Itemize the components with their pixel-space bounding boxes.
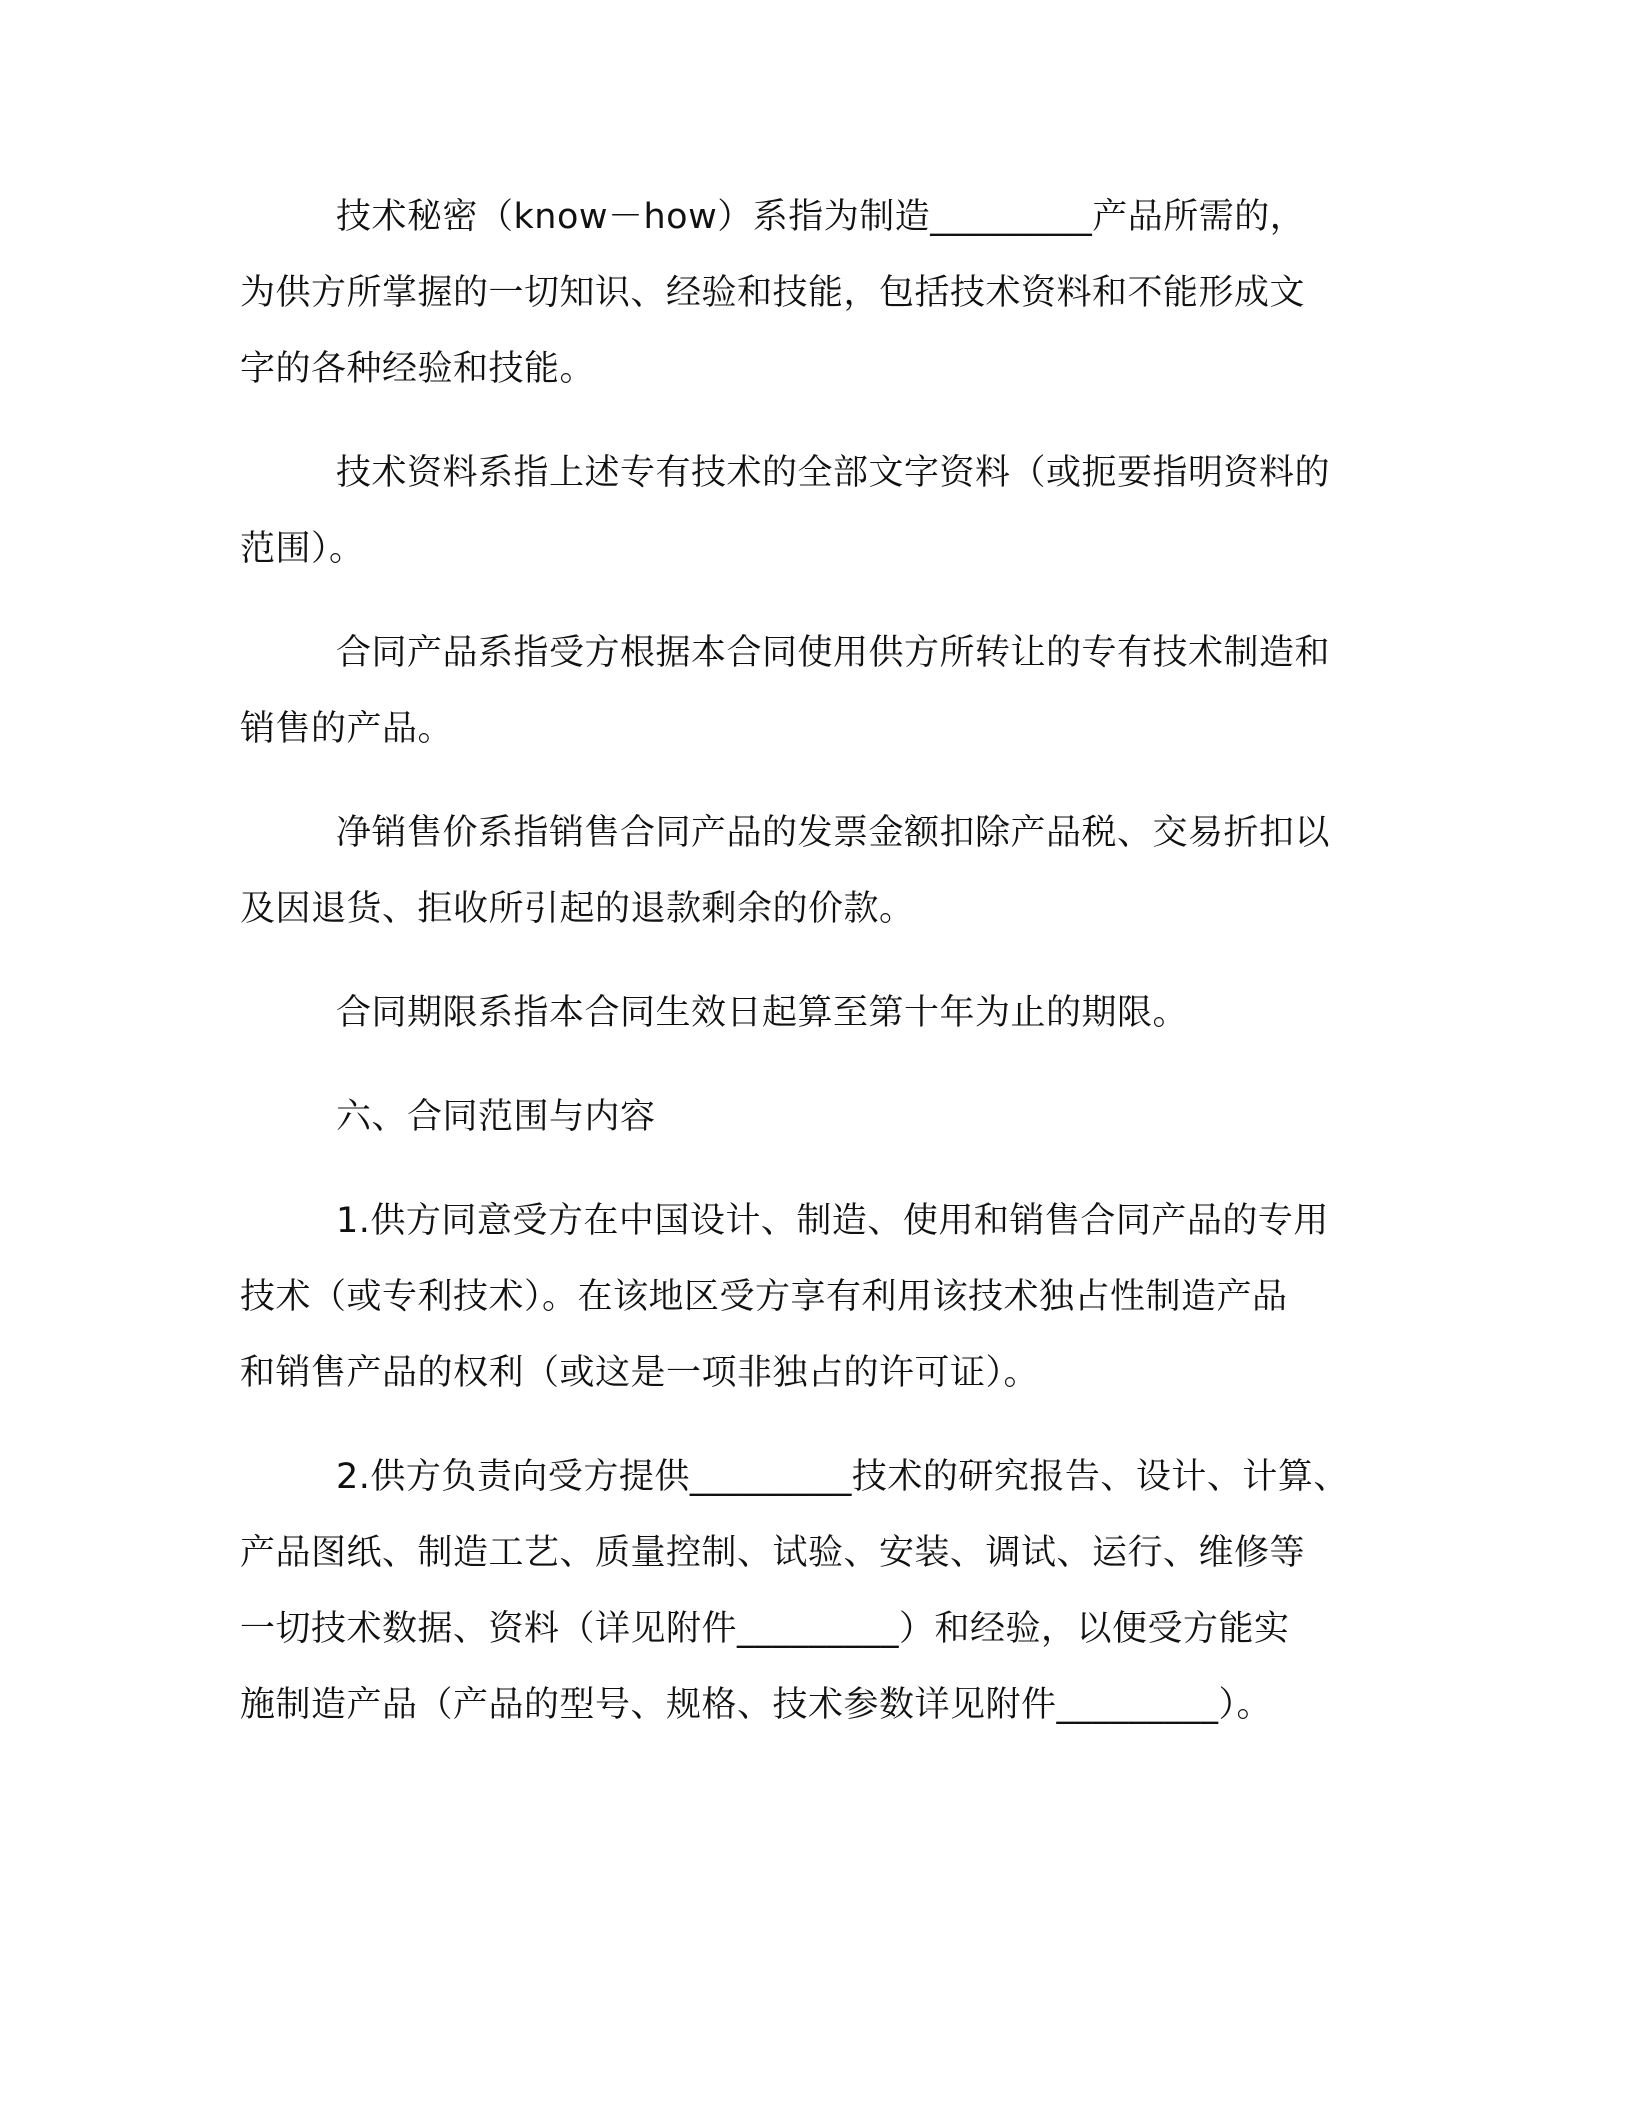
- paragraph-tech-data-line-2: 范围）。: [240, 529, 365, 569]
- paragraph-know-how-line-1: 技术秘密（know－how）系指为制造_________产品所需的，: [336, 197, 1306, 237]
- paragraph-net-price-line-2: 及因退货、拒收所引起的退款剩余的价款。: [240, 889, 915, 929]
- paragraph-contract-term: 合同期限系指本合同生效日起算至第十年为止的期限。: [336, 993, 1189, 1033]
- clause-1-line-3: 和销售产品的权利（或这是一项非独占的许可证）。: [240, 1353, 1040, 1393]
- paragraph-net-price-line-1: 净销售价系指销售合同产品的发票金额扣除产品税、交易折扣以: [336, 813, 1331, 853]
- clause-1-line-2: 技术（或专利技术）。在该地区受方享有利用该技术独占性制造产品: [240, 1277, 1288, 1317]
- paragraph-know-how-line-3: 字的各种经验和技能。: [240, 349, 596, 389]
- clause-2-line-3: 一切技术数据、资料（详见附件_________）和经验，以便受方能实: [240, 1609, 1290, 1649]
- clause-1-line-1: 1.供方同意受方在中国设计、制造、使用和销售合同产品的专用: [336, 1201, 1329, 1241]
- clause-2-line-2: 产品图纸、制造工艺、质量控制、试验、安装、调试、运行、维修等: [240, 1533, 1306, 1573]
- clause-2-line-4: 施制造产品（产品的型号、规格、技术参数详见附件_________）。: [240, 1685, 1273, 1725]
- paragraph-tech-data-line-1: 技术资料系指上述专有技术的全部文字资料（或扼要指明资料的: [336, 453, 1331, 493]
- paragraph-contract-product-line-2: 销售的产品。: [240, 709, 454, 749]
- paragraph-know-how-line-2: 为供方所掌握的一切知识、经验和技能，包括技术资料和不能形成文: [240, 273, 1306, 313]
- clause-2-line-1: 2.供方负责向受方提供_________技术的研究报告、设计、计算、: [336, 1457, 1349, 1497]
- paragraph-contract-product-line-1: 合同产品系指受方根据本合同使用供方所转让的专有技术制造和: [336, 633, 1331, 673]
- section-heading-scope: 六、合同范围与内容: [336, 1097, 656, 1137]
